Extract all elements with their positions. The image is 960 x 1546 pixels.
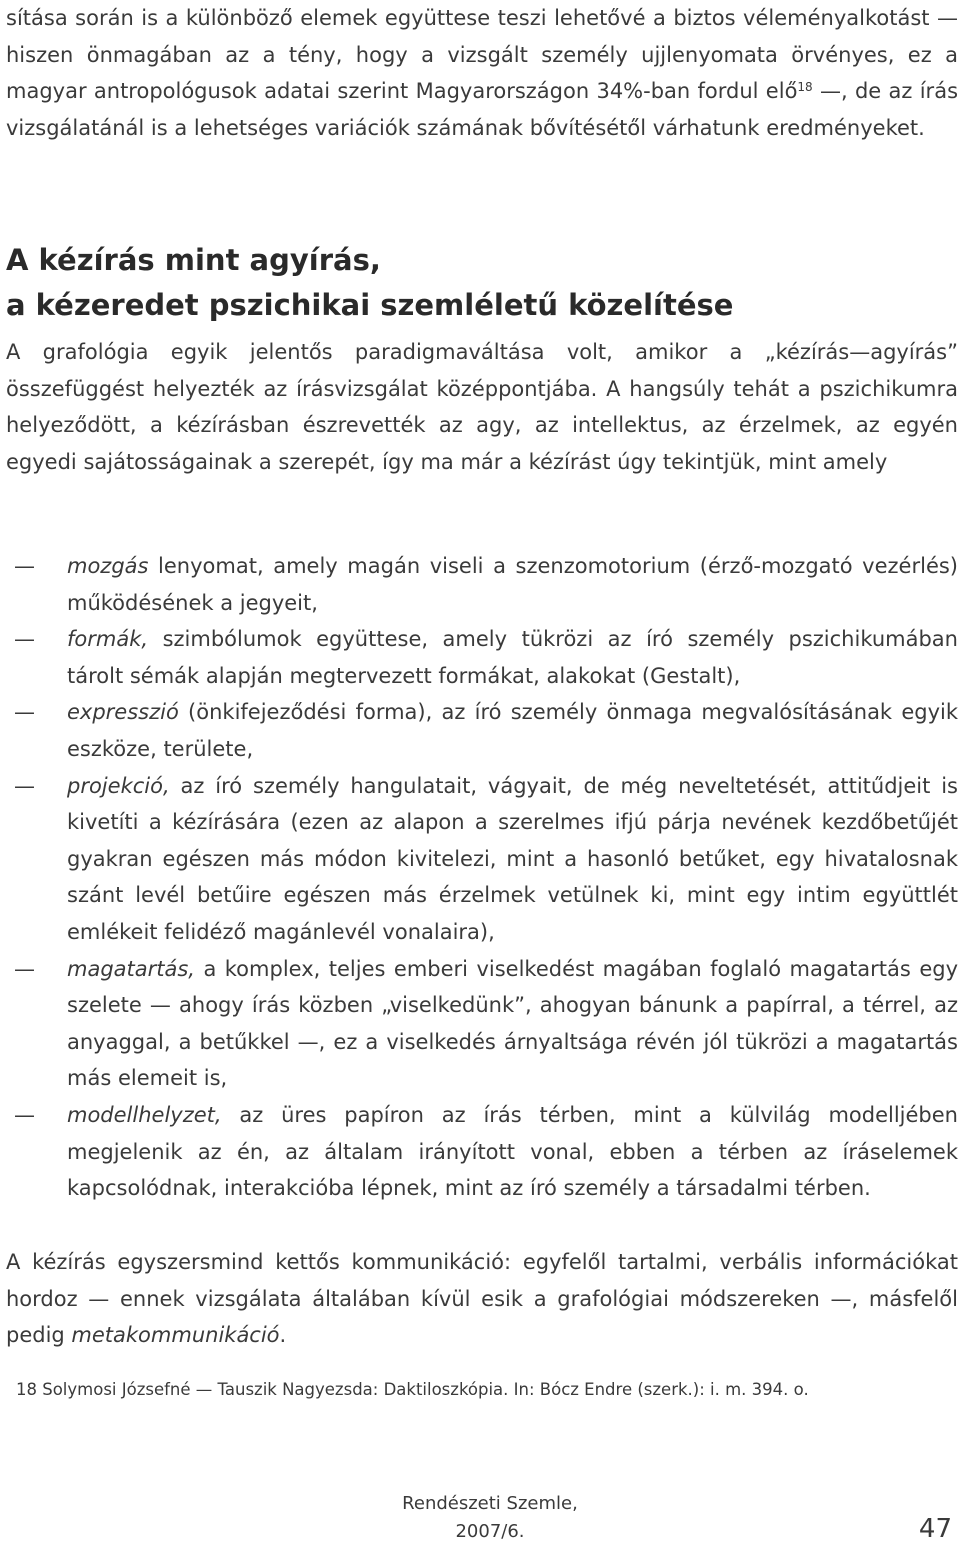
list-item — [0, 768, 958, 951]
final-paragraph-term: metakommunikáció — [71, 1323, 280, 1348]
footnote-reference[interactable]: 18 — [797, 80, 813, 95]
section-heading-line-2: a kézeredet pszichikai szemléletű közelítése — [6, 288, 734, 322]
list-item-text: lenyomat, amely magán viseli a szenzomotorium (érző-mozgató vezérlés) működésének a jegyeit, — [67, 554, 958, 615]
list-item-term: mozgás — [67, 554, 149, 578]
list-item-text: szimbólumok együttese, amely tükrözi az író személy pszichikumában tárolt sémák alapján megtervezett formákat, alakokat (Gestalt), — [67, 627, 958, 688]
section-heading-line-1: A kézírás mint agyírás, — [6, 243, 381, 277]
list-item-text: az író személy hangulatait, vágyait, de még neveltetését, attitűdjeit is kivetíti a kézírására (ezen az alapon a szerelmes ifjú párja nevének kezdőbetűjét gyakran egészen más módon kivitelezi, mint a hasonló betűket, egy hivatalosnak szánt levél betűire egészen más érzelmek vetülnek ki, mint egy intim együttlét emlékeit felidéző magánlevél vonalaira), — [67, 773, 958, 944]
list-item-term: modellhelyzet, — [67, 1102, 222, 1127]
journal-name: Rendészeti Szemle, — [402, 1493, 578, 1514]
list-item-term: magatartás, — [67, 956, 195, 981]
journal-issue: 2007/6. — [455, 1521, 525, 1542]
list-item-text: az üres papíron az írás térben, mint a külvilág modelljében megjelenik az én, az általam irányított vonal, ebben a térben az íráselemek kapcsolódnak, interakcióba lépnek, mint az író személy a társadalmi térben. — [67, 1102, 958, 1201]
list-item-term: projekció, — [67, 773, 170, 798]
list-item — [0, 694, 958, 767]
section-heading — [6, 238, 946, 328]
dash-list — [0, 548, 958, 1207]
page-number: 47 — [918, 1514, 952, 1544]
intro-text: sítása során is a különböző elemek együttese teszi lehetővé a biztos véleményalkotást — hiszen önmagában az a tény, hogy a vizsgált személy ujjlenyomata örvényes, ez a magyar antropológusok adatai szerint Magyarországon 34%-ban fordul elő — [6, 6, 958, 104]
intro-paragraph — [6, 0, 958, 146]
list-item — [0, 621, 958, 694]
main-paragraph: A grafológia egyik jelentős paradigmaváltása volt, amikor a „kézírás—agyírás” összefüggést helyezték az írásvizsgálat középpontjába. A hangsúly tehát a pszichikumra helyeződött, a kézírásban észrevették az agy, az intellektus, az érzelmek, az egyén egyedi sajátosságainak a szerepét, így ma már a kézírást úgy tekintjük, mint amely — [6, 340, 958, 474]
final-paragraph — [6, 1244, 958, 1354]
list-item-text: (önkifejeződési forma), az író személy önmaga megvalósításának egyik eszköze, területe, — [67, 700, 958, 761]
final-paragraph-end: . — [279, 1323, 287, 1348]
list-item-term: expresszió — [67, 700, 179, 725]
final-paragraph-text: A kézírás egyszersmind kettős kommunikáció: egyfelől tartalmi, verbális információkat hordoz — ennek vizsgálata általában kívül esik a grafológiai módszereken —, másfelől pedig — [6, 1250, 958, 1348]
list-item-term: formák, — [67, 627, 149, 652]
list-item — [0, 1097, 958, 1207]
list-item — [0, 548, 958, 621]
list-item-text: a komplex, teljes emberi viselkedést magában foglaló magatartás egy szelete — ahogy írás közben „viselkedünk”, ahogyan bánunk a papírral, a térrel, az anyaggal, a betűkkel —, ez a viselkedés árnyaltsága révén jól tükrözi a magatartás más elemeit is, — [67, 956, 958, 1091]
intro-text-continued: —, de az írás vizsgálatánál is a lehetséges variációk számának bővítésétől várhatunk eredményeket. — [6, 79, 959, 140]
journal-footer — [340, 1490, 640, 1546]
list-item — [0, 951, 958, 1097]
footnote: 18 Solymosi Józsefné — Tauszik Nagyezsda: Daktiloszkópia. In: Bócz Endre (szerk.): i. m. 394. o. — [16, 1380, 809, 1399]
